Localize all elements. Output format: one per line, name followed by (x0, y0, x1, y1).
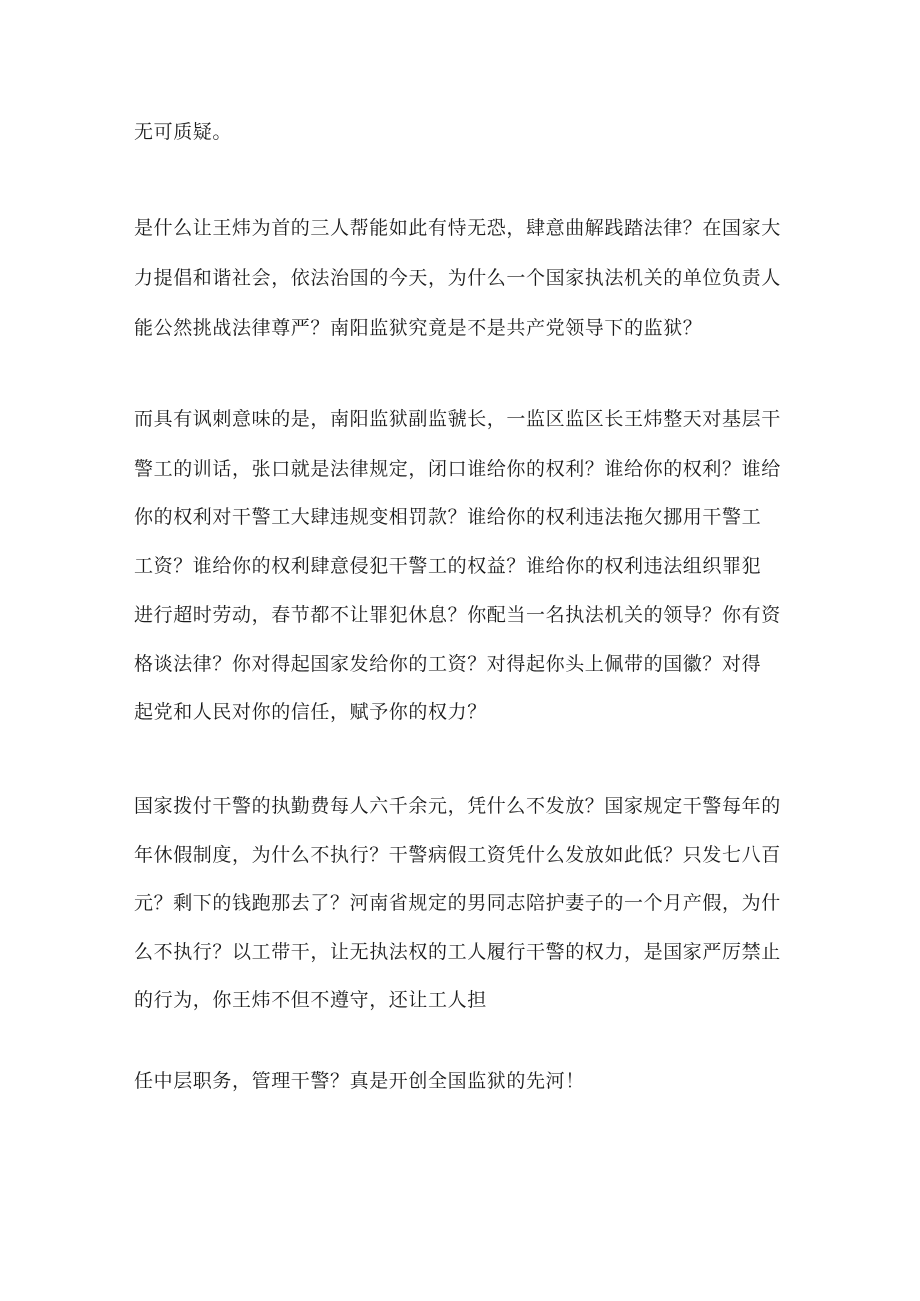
text-line: 年休假制度，为什么不执行？干警病假工资凭什么发放如此低？只发七八百 (134, 844, 781, 866)
text-line: 警工的训话，张口就是法律规定，闭口谁给你的权利？谁给你的权利？谁给 (134, 458, 781, 480)
text-line: 的行为，你王炜不但不遵守，还让工人担 (134, 989, 487, 1011)
text-line: 无可质疑。 (134, 121, 233, 143)
text-line: 而具有讽刺意味的是，南阳监狱副监虢长，一监区监区长王炜整天对基层干 (134, 408, 781, 430)
text-line: 任中层职务，管理干警？真是开创全国监狱的先河！ (134, 1070, 585, 1092)
text-line: 你的权利对干警工大肆违规变相罚款？谁给你的权利违法拖欠挪用干警工 (134, 506, 762, 528)
text-line: 力提倡和谐社会，依法治国的今天，为什么一个国家执法机关的单位负责人 (134, 267, 781, 289)
text-line: 国家拨付干警的执勤费每人六千余元，凭什么不发放？国家规定干警每年的 (134, 795, 781, 817)
text-line: 工资？谁给你的权利肆意侵犯干警工的权益？谁给你的权利违法组织罪犯 (134, 555, 762, 577)
text-line: 么不执行？以工带干，让无执法权的工人履行干警的权力，是国家严厉禁止 (134, 941, 781, 963)
text-line: 进行超时劳动，春节都不让罪犯休息？你配当一名执法机关的领导？你有资 (134, 604, 781, 626)
text-line: 是什么让王炜为首的三人帮能如此有恃无恐，肆意曲解践踏法律？在国家大 (134, 217, 781, 239)
text-line: 能公然挑战法律尊严？南阳监狱究竟是不是共产党领导下的监狱？ (134, 317, 703, 339)
text-line: 起党和人民对你的信任，赋予你的权力？ (134, 701, 487, 723)
text-line: 元？剩下的钱跑那去了？河南省规定的男同志陪护妻子的一个月产假，为什 (134, 892, 781, 914)
text-line: 格谈法律？你对得起国家发给你的工资？对得起你头上佩带的国徽？对得 (134, 653, 762, 675)
